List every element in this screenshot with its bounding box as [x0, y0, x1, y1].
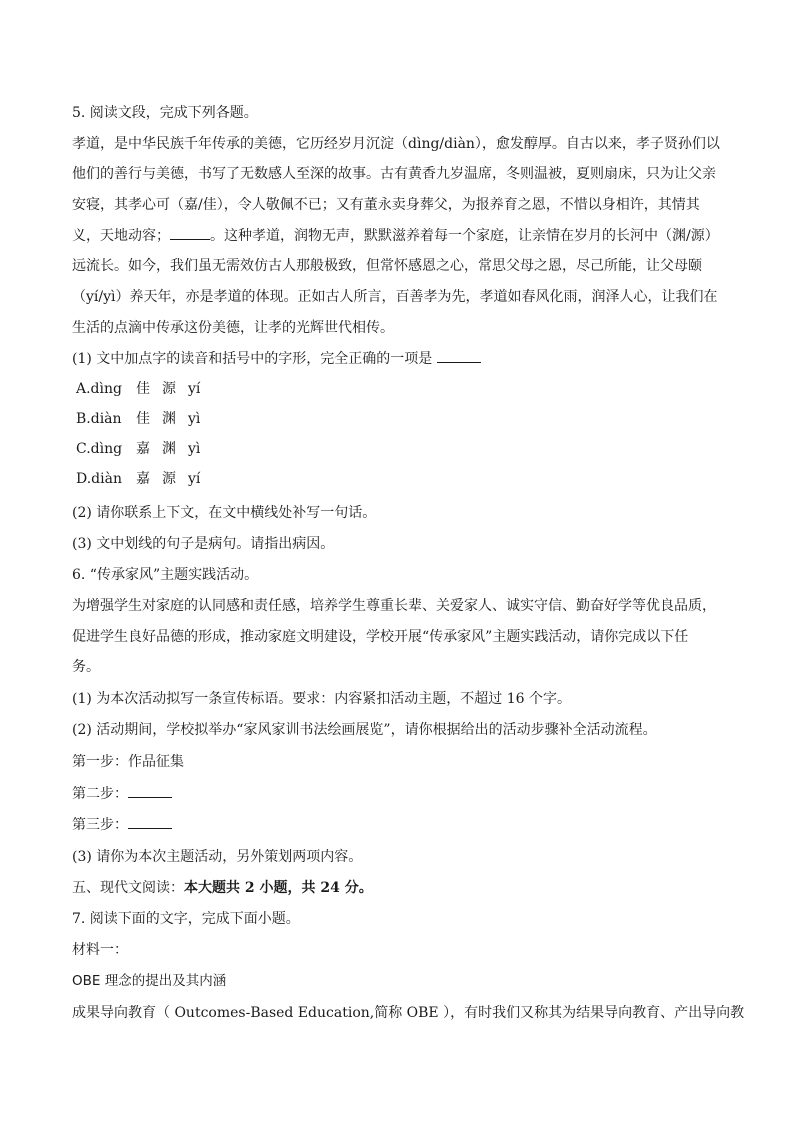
section-5-heading: [72, 878, 373, 898]
question-5-title: 5. 阅读文段，完成下列各题。: [72, 105, 258, 121]
material-heading: OBE 理念的提出及其内涵: [72, 973, 227, 989]
answer-blank[interactable]: [128, 785, 172, 798]
passage-line: 安寝，其孝心可（嘉/佳），令人敬佩不已；又有董永卖身葬父，为报养育之恩，不惜以身相许，其情其: [72, 197, 700, 213]
step-2: [72, 784, 172, 804]
option-char: 渊: [162, 441, 176, 457]
option-label: C.dìng: [76, 441, 123, 457]
passage-line: 远流长。如今，我们虽无需效仿古人那般极致，但常怀感恩之心，常思父母之恩，尽己所能，让父母颐: [72, 258, 702, 274]
option-char: 嘉: [136, 441, 150, 457]
option-label: B.diàn: [76, 411, 122, 427]
passage-line: 生活的点滴中传承这份美德，让孝的光辉世代相传。: [72, 320, 394, 336]
option-pinyin: yí: [188, 381, 201, 397]
question-6-title: 6. “传承家风”主题实践活动。: [72, 567, 259, 583]
sub-question-text: (1) 文中加点字的读音和括号中的字形，完全正确的一项是: [72, 351, 433, 367]
material-label: 材料一：: [72, 942, 128, 958]
question-5-sub1: [72, 349, 481, 369]
question-6-sub2: (2) 活动期间，学校拟举办“家风家训书法绘画展览”，请你根据给出的活动步骤补全活动流程。: [72, 722, 657, 738]
answer-blank[interactable]: [128, 816, 172, 829]
section-title: 五、现代文阅读：: [72, 880, 184, 896]
question-6-intro: 务。: [72, 659, 100, 675]
passage-line: 。这种孝道，润物无声，默默滋养着每一个家庭，让亲情在岁月的长河中（渊/源）: [210, 228, 719, 244]
option-label: A.dìng: [76, 381, 122, 397]
option-char: 渊: [162, 411, 176, 427]
passage-line: （yí/yì）养天年，亦是孝道的体现。正如古人所言，百善孝为先，孝道如春风化雨，润泽人心，让我们在: [72, 289, 718, 305]
passage-line: 孝道，是中华民族千年传承的美德，它历经岁月沉淀（dìng/diàn），愈发醇厚。自古以来，孝子贤孙们以: [72, 136, 720, 152]
option-d[interactable]: [76, 469, 200, 489]
option-pinyin: yì: [188, 411, 201, 427]
option-pinyin: yí: [188, 471, 201, 487]
passage-line: 义，天地动容；: [72, 228, 170, 244]
section-score-info: 本大题共 2 小题，共 24 分。: [184, 880, 373, 896]
option-char: 嘉: [136, 471, 150, 487]
option-a[interactable]: [76, 379, 200, 399]
option-char: 源: [162, 381, 176, 397]
option-c[interactable]: [76, 439, 200, 459]
question-5-sub2: (2) 请你联系上下文，在文中横线处补写一句话。: [72, 505, 377, 521]
question-6-sub3: (3) 请你为本次主题活动，另外策划两项内容。: [72, 849, 363, 865]
option-char: 佳: [136, 411, 150, 427]
option-char: 源: [162, 471, 176, 487]
question-6-intro: 促进学生良好品德的形成，推动家庭文明建设，学校开展“传承家风”主题实践活动，请你完成以下任: [72, 629, 689, 645]
step-3: [72, 815, 172, 835]
option-label: D.diàn: [76, 471, 122, 487]
option-b[interactable]: [76, 409, 200, 429]
answer-blank[interactable]: [437, 350, 481, 363]
question-5-sub3: (3) 文中划线的句子是病句。请指出病因。: [72, 536, 335, 552]
answer-blank[interactable]: [170, 227, 210, 240]
material-text: 成果导向教育（ Outcomes-Based Education,简称 OBE ），有时我们又称其为结果导向教育、产出导向教: [72, 1005, 745, 1021]
question-6-sub1: (1) 为本次活动拟写一条宣传标语。要求：内容紧扣活动主题，不超过 16 个字。: [72, 691, 571, 707]
step-label: 第二步：: [72, 786, 128, 802]
question-7-title: 7. 阅读下面的文字，完成下面小题。: [72, 911, 300, 927]
question-6-intro: 为增强学生对家庭的认同感和责任感，培养学生尊重长辈、关爱家人、诚实守信、勤奋好学等优良品质，: [72, 598, 716, 614]
step-label: 第三步：: [72, 817, 128, 833]
option-char: 佳: [136, 381, 150, 397]
passage-line: 他们的善行与美德，书写了无数感人至深的故事。古有黄香九岁温席，冬则温被，夏则扇床，只为让父亲: [72, 166, 716, 182]
step-1: 第一步：作品征集: [72, 754, 184, 770]
option-pinyin: yì: [188, 441, 201, 457]
passage-line-with-blank: [72, 226, 719, 246]
